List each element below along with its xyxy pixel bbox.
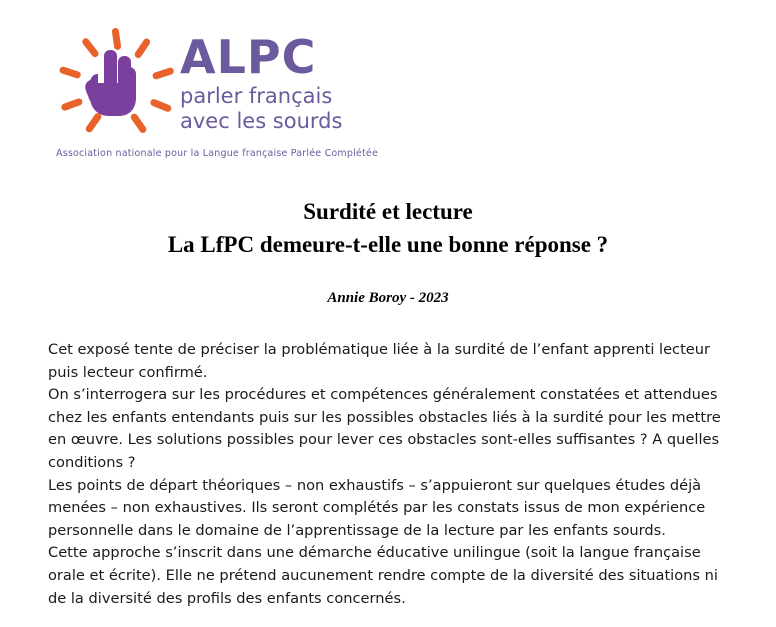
logo-tagline (180, 84, 380, 134)
logo-association-line: Association nationale pour la Langue française Parlée Complétée (56, 148, 378, 159)
logo-name: ALPC (180, 30, 317, 84)
alpc-logo (48, 26, 378, 166)
body-paragraph: Cette approche s’inscrit dans une démarche éducative unilingue (soit la langue française orale et écrite). Elle ne prétend aucunement rendre compte de la diversité des situations ni de la diversité des profils des enfants concernés. (48, 544, 718, 607)
page-title (0, 196, 776, 261)
page-title-line1: Surdité et lecture (303, 199, 473, 224)
body-paragraph: On s’interrogera sur les procédures et compétences généralement constatées et attendues chez les enfants entendants puis sur les possibles obstacles liés à la surdité pour les mettre en œuvre. Les solutions possibles pour lever ces obstacles sont-elles suffisantes ? A quelles conditions ? (48, 386, 721, 472)
logo-tagline-line2: avec les sourds (180, 108, 343, 133)
author-byline: Annie Boroy - 2023 (327, 290, 449, 306)
page-title-line2: La LfPC demeure-t-elle une bonne réponse ? (167, 231, 609, 257)
logo-tagline-line1: parler français (180, 84, 333, 108)
body-paragraph: Les points de départ théoriques – non exhaustifs – s’appuieront sur quelques études déjà menées – non exhaustives. Ils seront complétés par les constats issus de mon expérience personnelle dans le domaine de l’apprentissage de la lecture par les enfants sourds. (48, 476, 706, 539)
body-paragraph: Cet exposé tente de préciser la problématique liée à la surdité de l’enfant apprenti lecteur puis lecteur confirmé. (48, 341, 711, 381)
document-body (48, 339, 730, 610)
hand-rays-logo-icon (54, 28, 182, 136)
logo-wordmark (180, 30, 380, 134)
